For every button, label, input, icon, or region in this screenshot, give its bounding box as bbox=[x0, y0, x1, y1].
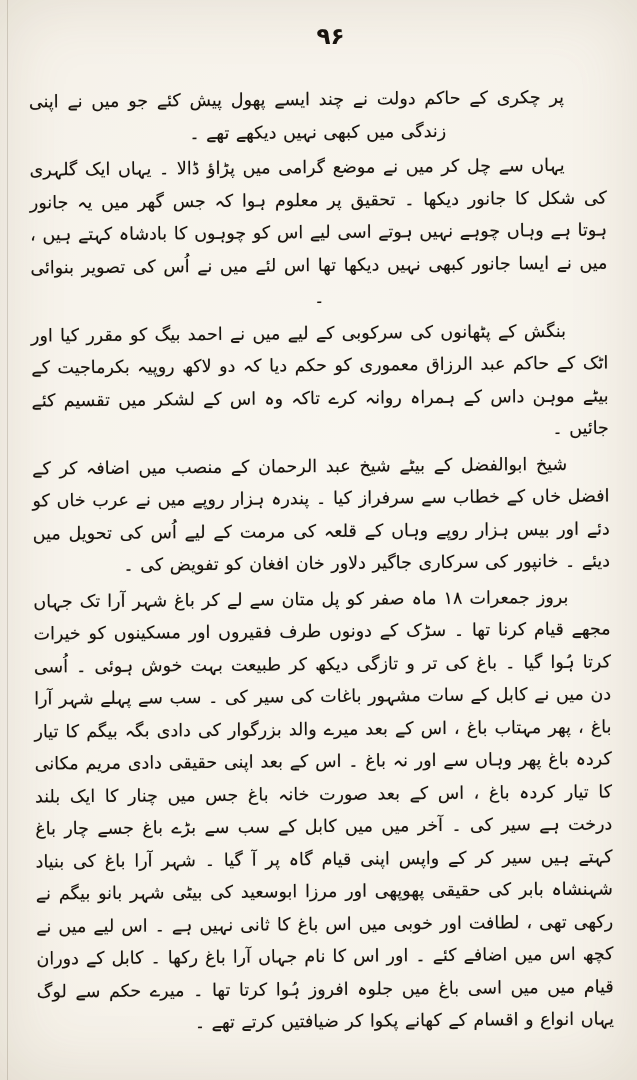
paragraph-sheikh-abulfazl: شیخ ابوالفضل کے بیٹے شیخ عبد الرحمان کے منصب میں اضافہ کر کے افضل خاں کے خطاب سے سرفراز کیا ۔ پندرہ ہزار روپے میں نے عرب خاں کو دئے اور بیس ہزار روپے وہاں کے قلعہ کی مرمت کے لیے اُس کی تحویل میں دیئے ۔ خانپور کی سرکاری جاگیر دلاور خان افغان کو تفویض کی ۔ bbox=[32, 454, 611, 576]
page-number: ۹۶ bbox=[316, 24, 345, 50]
paragraph-kabul-gardens: بروز جمعرات ۱۸ ماہ صفر کو پل متان سے لے کر باغ شہر آرا تک جہاں مجھے قیام کرنا تھا ۔ سڑک کے دونوں طرف فقیروں اور مسکینوں کو خیرات کرتا ہُوا گیا ۔ باغ کی تر و تازگی دیکھ کر طبیعت بہت خوش ہوئی ۔ اُسی دن میں نے کابل کے سات مشہور باغات کی سیر کی ۔ سب سے پہلے شہر آرا باغ ، پھر مہتاب باغ ، اس کے بعد میرے والد بزرگوار کی دادی بگہ بیگم کا تیار کردہ باغ پھر وہاں سے اور نہ باغ ۔ اس کے بعد اپنی حقیقی دادی مریم مکانی کا تیار کردہ باغ ، اس کے بعد صورت خانہ باغ جس میں چنار کا ایک بلند درخت ہے سیر کی ۔ آخر میں میں کابل کے سب سے بڑے باغ جسے چار باغ کہتے ہیں سیر کر کے واپس اپنی قیام گاہ پر آ گیا ۔ شہر آرا باغ کی بنیاد شہنشاہ بابر کی حقیقی پھوپھی اور مرزا ابوسعید کی بیٹی شہر بانو بیگم نے رکھی تھی ، لطافت اور خوبی میں اس باغ کا ثانی نہیں ہے ۔ اس لیے میں نے کچھ اس میں اضافے کئے ۔ اور اس کا نام جہاں آرا باغ رکھا ۔ کابل کے دوران قیام میں میں اسی باغ میں جلوہ افروز ہُوا کرتا تھا ۔ میرے حکم سے لوگ یہاں انواع و اقسام کے کھانے پکوا کر ضیافتیں کرتے تھے ۔ bbox=[33, 587, 615, 1034]
paragraph-squirrel-animal: یہاں سے چل کر میں نے موضع گرامی میں پڑاؤ ڈالا ۔ یہاں ایک گلہری کی شکل کا جانور دیکھا ۔ تحقیق پر معلوم ہوا کہ جس گھر میں یہ جانور ہوتا ہے وہاں چوہے نہیں ہوتے اسی لیے اس کو چوہوں کا بادشاہ کہتے ہیں ، میں نے ایسا جانور کبھی نہیں دیکھا تھا اس لئے میں نے اُس کی تصویر بنوائی ۔ bbox=[29, 155, 608, 309]
paragraph-flowers: پر چکری کے حاکم دولت نے چند ایسے پھول پیش کئے جو میں نے اپنی زندگی میں کبھی نہیں دیکھے تھے ۔ bbox=[28, 87, 565, 144]
text-block bbox=[29, 82, 614, 1044]
paragraph-bangash-pathans: بنگش کے پٹھانوں کی سرکوبی کے لیے میں نے احمد بیگ کو مقرر کیا اور اٹک کے حاکم عبد الرزاق معموری کو حکم دیا کہ دو لاکھ روپیہ بکرماجیت کے بیٹے موہن داس کے ہمراہ روانہ کرے تاکہ وہ اس کے لشکر میں تقسیم کئے جائیں ۔ bbox=[30, 321, 609, 439]
